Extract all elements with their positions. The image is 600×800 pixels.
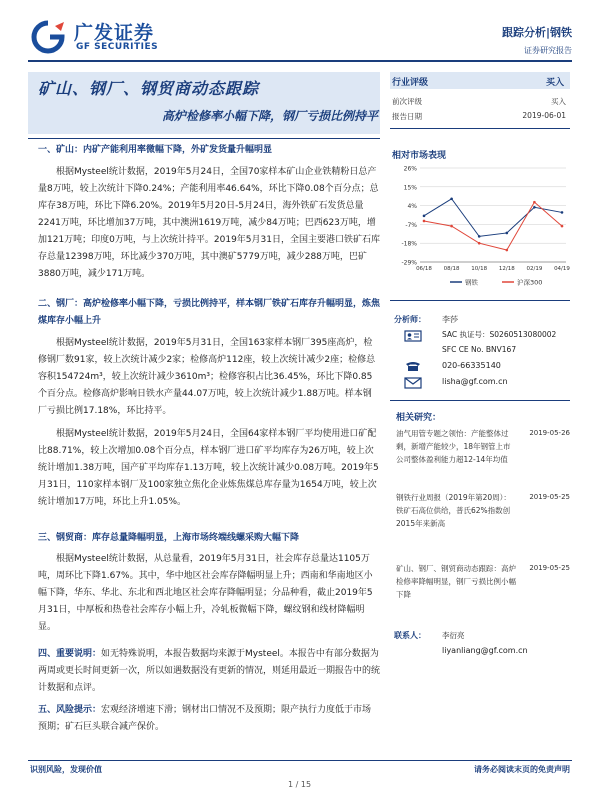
contact-name: 李衍亮 xyxy=(442,631,465,640)
chart-title: 相对市场表现 xyxy=(392,151,447,161)
section-body-2 xyxy=(38,335,380,511)
header-divider xyxy=(28,60,572,62)
logo-text-en: GF SECURITIES xyxy=(76,42,159,52)
section-heading-1: 一、矿山：内矿产能利用率微幅下降，外矿发货量升幅明显 xyxy=(38,145,273,155)
chart-point xyxy=(450,197,453,200)
analyst-name: 李莎 xyxy=(442,315,458,324)
section-text-4: 如无特殊说明，本报告数据均来源于Mysteel。本报告中有部分数据为两周或更长时间更新一次，所以如遇数据没有更新的情况，则延用最近一期报告中的统计数据和点评。 xyxy=(38,649,381,693)
page-title: 矿山、钢厂、钢贸商动态跟踪 xyxy=(38,79,260,98)
related-item-date: 2019-05-25 xyxy=(529,493,570,501)
contact-label: 联系人： xyxy=(394,631,426,640)
section-body-3 xyxy=(38,551,380,636)
chart-y-tick: 15% xyxy=(403,184,417,192)
related-item-text: 矿山、钢厂、钢贸商动态跟踪：高炉检修率降幅明显，钢厂亏损比例小幅下降 xyxy=(396,564,516,599)
chart-x-tick: 06/18 xyxy=(416,266,432,272)
section-heading-5: 五、风险提示： xyxy=(38,705,102,715)
related-item-text: 油气用管专题之领怡：产能整体过剩，新增产能较少，18年钢管上市公司整体盈利能力超12-14年均值 xyxy=(396,429,511,464)
chart-point xyxy=(423,215,426,218)
related-title: 相关研究： xyxy=(396,413,442,423)
chart-divider xyxy=(390,300,570,301)
chart-point xyxy=(533,206,536,209)
title-divider xyxy=(28,138,380,139)
chart-x-tick: 02/19 xyxy=(526,266,543,272)
report-subtitle: 证券研究报告 xyxy=(524,46,572,55)
chart-point xyxy=(533,201,536,204)
chart-y-tick: 4% xyxy=(407,203,417,211)
chart-point xyxy=(450,225,453,228)
chart-x-tick: 10/18 xyxy=(471,266,488,272)
chart-x-tick: 08/18 xyxy=(443,266,460,272)
analyst-sac-cert: SAC 执证号：S0260513080002 xyxy=(442,330,557,339)
footer-divider xyxy=(28,760,572,761)
related-item-date: 2019-05-26 xyxy=(529,429,570,437)
section-heading-2: 二、钢厂：高炉检修率小幅下降，亏损比例持平，样本钢厂铁矿石库存升幅明显，炼焦煤库存小幅上升 xyxy=(38,299,381,326)
related-item[interactable] xyxy=(396,427,572,466)
logo-text-cn: 广发证券 xyxy=(74,22,155,44)
chart-y-tick: -7% xyxy=(405,221,417,229)
report-type: 跟踪分析|钢铁 xyxy=(501,26,572,39)
section-heading-3: 三、钢贸商：库存总量降幅明显，上海市场终端线螺采购大幅下降 xyxy=(38,533,300,543)
section-heading-4: 四、重要说明： xyxy=(38,649,102,659)
phone-icon xyxy=(404,360,422,372)
prev-rating-value: 买入 xyxy=(551,97,566,106)
section-body-1 xyxy=(38,164,380,283)
prev-rating-row xyxy=(392,96,570,107)
analyst-sfc-ce: SFC CE No. BNV167 xyxy=(442,345,517,354)
chart-point xyxy=(506,249,509,252)
id-card-icon xyxy=(404,330,422,342)
mail-icon xyxy=(404,377,422,389)
chart-point xyxy=(478,235,481,238)
analyst-email[interactable]: lisha@gf.com.cn xyxy=(442,377,508,386)
contact-email[interactable]: liyanliang@gf.com.cn xyxy=(442,646,528,655)
chart-y-tick: -29% xyxy=(401,259,417,267)
chart-y-tick: -18% xyxy=(401,240,417,248)
chart-x-tick: 04/19 xyxy=(554,266,570,272)
footer-slogan: 识别风险，发现价值 xyxy=(30,765,102,774)
chart-series-line-1 xyxy=(424,199,562,237)
section-body-5 xyxy=(38,702,380,736)
legend-label: 沪深300 xyxy=(517,278,543,287)
page-number: 1 / 15 xyxy=(288,780,312,789)
footer-disclaimer: 请务必阅读末页的免责声明 xyxy=(474,765,570,774)
chart-x-tick: 12/18 xyxy=(498,266,515,272)
rating-value: 买入 xyxy=(545,78,564,88)
gf-logo-icon xyxy=(28,20,68,54)
analyst-label: 分析师： xyxy=(394,315,426,324)
related-item[interactable] xyxy=(396,562,572,601)
paragraph: 根据Mysteel统计数据，从总量看，2019年5月31日，社会库存总量达1105万吨，周环比下降1.67%。其中，华中地区社会库存降幅明显上升；西南和华南地区小幅下降，华东、华北、东北和西北地区社会库存降幅明显；分品种看，截止2019年5月31日，中厚板和热卷社会库存小幅上升，冷轧板微幅下降，螺纹钢和线材降幅明显。 xyxy=(38,554,373,632)
related-item[interactable] xyxy=(396,491,572,530)
prev-rating-label: 前次评级 xyxy=(392,97,422,106)
report-date-label: 报告日期 xyxy=(392,112,422,121)
report-date-row xyxy=(392,111,570,122)
rating-header xyxy=(390,72,570,89)
rating-label: 行业评级 xyxy=(392,78,429,88)
chart-y-tick: 26% xyxy=(403,165,417,173)
analyst-phone: 020-66335140 xyxy=(442,361,501,370)
chart-point xyxy=(478,242,481,245)
chart-series-line-2 xyxy=(424,202,562,250)
report-date-value: 2019-06-01 xyxy=(522,111,566,120)
chart-point xyxy=(423,220,426,223)
related-item-date: 2019-05-25 xyxy=(529,564,570,572)
section-text-5: 宏观经济增速下滑；钢材出口情况不及预期；限产执行力度低于市场预期；矿石巨头联合减产保价。 xyxy=(38,705,372,732)
chart-point xyxy=(561,225,564,228)
page-subtitle: 高炉检修率小幅下降，钢厂亏损比例持平 xyxy=(161,109,378,123)
performance-chart xyxy=(390,162,570,290)
section-body-4 xyxy=(38,646,380,697)
paragraph: 根据Mysteel统计数据，2019年5月31日，全国163家样本钢厂395座高炉，检修钢厂数91家，较上次统计减少2家；检修高炉112座，较上次统计减少2座；检修总容积154724m³，较上次统计减少3610m³；检修容积占比36.45%，环比下降0.85个百分点。检修高炉影响日铁水产量44.07万吨，较上次统计减少1.88万吨。样本钢厂亏损比例17.18%，环比持平。 xyxy=(38,338,376,416)
analyst-divider xyxy=(390,400,570,401)
related-item-text: 钢铁行业周报（2019年第20周）：铁矿石高位供给，普氏62%指数创2015年来新高 xyxy=(396,493,511,528)
paragraph: 根据Mysteel统计数据，2019年5月24日，全国70家样本矿山企业铁精粉日总产量8万吨，较上次统计下降0.24%；产能利用率46.64%，环比下降0.08个百分点；总库存38万吨，环比下降6.20%。2019年5月20日-5月24日，海外铁矿石发货总量2241万吨，环比增加37万吨，其中澳洲1619万吨，减少84万吨；巴西623万吨，增加121万吨；印度0万吨，与上次统计持平。2019年5月31日，全国主要港口铁矿石库存总量12398万吨，环比减少370万吨，其中澳矿5779万吨，减少288万吨，巴矿3880万吨，减少171万吨。 xyxy=(38,167,380,279)
chart-point xyxy=(506,232,509,235)
paragraph: 根据Mysteel统计数据，2019年5月24日，全国64家样本钢厂平均使用进口矿配比88.71%，较上次增加0.08个百分点，样本钢厂进口矿平均库存为26万吨，较上次统计增加1.38万吨，国产矿平均库存1.13万吨，较上次统计减少0.08万吨。2019年5月31日，110家样本钢厂及100家独立焦化企业炼焦煤总库存量为1654万吨，较上次统计增加17万吨，环比上升1.05%。 xyxy=(38,429,379,507)
chart-point xyxy=(561,211,564,214)
rating-divider xyxy=(390,128,570,129)
legend-label: 钢铁 xyxy=(465,278,478,287)
